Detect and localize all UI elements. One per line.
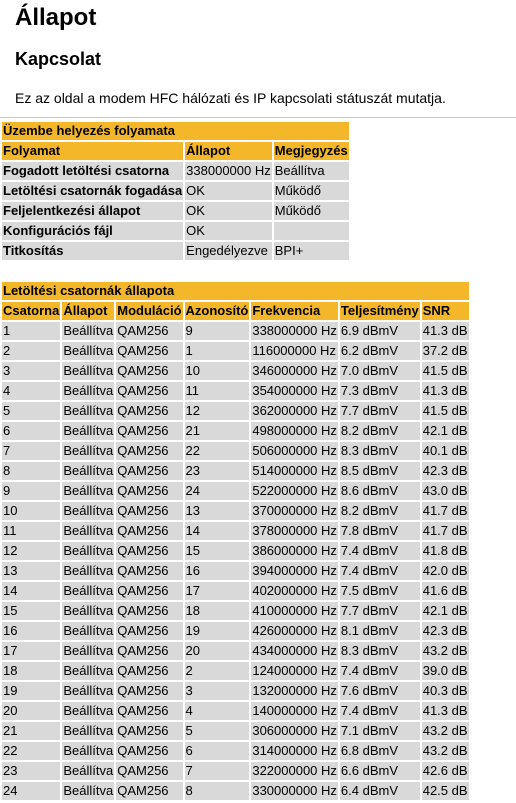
table-cell: Beállítva <box>63 443 114 458</box>
table-row <box>2 602 469 620</box>
table-cell: 42.5 dB <box>422 783 468 798</box>
table-cell: 434000000 Hz <box>252 643 337 658</box>
table-cell: 330000000 Hz <box>252 783 337 798</box>
table-cell: QAM256 <box>116 422 182 440</box>
table-cell: 11 <box>2 522 60 540</box>
table-cell: 4 <box>2 382 60 400</box>
table-row <box>2 462 469 480</box>
table-header-row <box>2 302 469 320</box>
table-cell: Beállítva <box>63 783 114 798</box>
downstream-channels-table <box>0 280 471 802</box>
column-header: Frekvencia <box>251 302 338 320</box>
table-cell: 8.3 dBmV <box>340 642 420 660</box>
table-cell: 140000000 Hz <box>252 703 337 718</box>
table-cell: 40.3 dB <box>422 683 468 698</box>
table-cell: QAM256 <box>116 442 182 460</box>
page-description: Ez az oldal a modem HFC hálózati és IP kapcsolati státuszát mutatja. <box>15 90 446 106</box>
table-cell: 7.8 dBmV <box>340 522 420 540</box>
table-row <box>2 582 469 600</box>
table-cell: QAM256 <box>116 562 182 580</box>
table-cell: 386000000 Hz <box>252 543 337 558</box>
table-cell: QAM256 <box>116 342 182 360</box>
table-cell: 1 <box>2 322 60 340</box>
table-cell: QAM256 <box>116 582 182 600</box>
table-cell: 370000000 Hz <box>252 503 337 518</box>
table-cell: Feljelentkezési állapot <box>2 202 183 220</box>
column-header: Azonosító <box>185 303 249 318</box>
table-cell: 41.6 dB <box>422 583 468 598</box>
table-cell: 18 <box>2 662 60 680</box>
table-cell: 338000000 Hz <box>252 323 337 338</box>
table-caption: Letöltési csatornák állapota <box>2 282 469 300</box>
table-cell: 506000000 Hz <box>252 443 337 458</box>
table-cell: 6.4 dBmV <box>340 782 420 800</box>
table-cell: 522000000 Hz <box>252 483 337 498</box>
startup-procedure-table <box>0 120 351 262</box>
table-row <box>2 482 469 500</box>
table-cell: 12 <box>2 542 60 560</box>
table-cell: 24 <box>2 782 60 800</box>
table-cell: 43.2 dB <box>422 723 468 738</box>
table-cell: QAM256 <box>116 382 182 400</box>
table-cell: 41.5 dB <box>422 403 468 418</box>
table-cell: 6.9 dBmV <box>340 322 420 340</box>
table-caption-row <box>2 282 469 300</box>
table-cell: 7.7 dBmV <box>340 602 420 620</box>
table-cell: 8 <box>2 462 60 480</box>
table-cell: 8.3 dBmV <box>340 442 420 460</box>
table-cell: QAM256 <box>116 622 182 640</box>
table-cell: Titkosítás <box>2 242 183 260</box>
table-cell: 7 <box>185 762 250 780</box>
table-cell: 314000000 Hz <box>252 743 337 758</box>
table-cell: Beállítva <box>63 743 114 758</box>
table-cell: 41.7 dB <box>422 523 468 538</box>
table-row <box>2 362 469 380</box>
table-header-row <box>2 142 349 160</box>
table-cell: 7.6 dBmV <box>340 682 420 700</box>
table-cell: Beállítva <box>274 162 349 180</box>
table-cell: QAM256 <box>116 322 182 340</box>
table-cell: QAM256 <box>116 542 182 560</box>
table-cell: 7.4 dBmV <box>340 662 420 680</box>
table-cell: 20 <box>2 702 60 720</box>
table-caption-row <box>2 122 349 140</box>
table-cell: 19 <box>185 622 250 640</box>
table-cell: 22 <box>185 442 250 460</box>
table-cell: 4 <box>185 702 250 720</box>
table-cell: QAM256 <box>116 742 182 760</box>
table-cell: 20 <box>185 642 250 660</box>
page-title: Állapot <box>15 4 97 31</box>
table-cell: Beállítva <box>63 483 114 498</box>
table-row <box>2 242 349 260</box>
table-cell: 17 <box>185 582 250 600</box>
table-cell: 42.3 dB <box>422 623 468 638</box>
table-caption: Üzembe helyezés folyamata <box>2 122 349 140</box>
table-cell: 23 <box>2 762 60 780</box>
table-cell: 124000000 Hz <box>252 663 337 678</box>
table-cell: Beállítva <box>63 603 114 618</box>
table-row <box>2 222 349 240</box>
table-cell: 7 <box>2 442 60 460</box>
table-cell: 394000000 Hz <box>252 563 337 578</box>
table-cell: Működő <box>274 182 349 200</box>
table-row <box>2 322 469 340</box>
table-cell: 7.4 dBmV <box>340 562 420 580</box>
table-cell: 8.2 dBmV <box>340 502 420 520</box>
table-cell: 7.7 dBmV <box>340 402 420 420</box>
table-cell: 43.2 dB <box>422 643 468 658</box>
column-header: Teljesítmény <box>340 303 419 318</box>
table-cell: Beállítva <box>63 543 114 558</box>
table-cell: QAM256 <box>116 602 182 620</box>
table-cell: Beállítva <box>63 623 114 638</box>
table-row <box>2 682 469 700</box>
table-cell: Beállítva <box>63 563 114 578</box>
table-cell: OK <box>185 202 272 220</box>
table-cell: Beállítva <box>63 363 114 378</box>
table-cell: OK <box>185 222 272 240</box>
column-header: Csatorna <box>3 303 60 318</box>
table-cell: Beállítva <box>63 403 114 418</box>
table-row <box>2 202 349 220</box>
table-cell: Beállítva <box>63 763 114 778</box>
table-cell: 306000000 Hz <box>252 723 337 738</box>
table-cell: 41.3 dB <box>422 383 468 398</box>
table-cell: 2 <box>2 342 60 360</box>
table-cell: 426000000 Hz <box>252 623 337 638</box>
table-row <box>2 762 469 780</box>
table-cell: 116000000 Hz <box>252 343 336 358</box>
table-cell: 10 <box>185 362 250 380</box>
table-row <box>2 502 469 520</box>
table-cell: 42.1 dB <box>422 603 468 618</box>
table-cell: QAM256 <box>116 462 182 480</box>
table-cell: 7.5 dBmV <box>340 582 420 600</box>
table-cell: 42.3 dB <box>422 463 468 478</box>
table-cell: QAM256 <box>116 722 182 740</box>
table-row <box>2 382 469 400</box>
table-cell: Beállítva <box>63 523 114 538</box>
table-cell: 6.2 dBmV <box>340 342 420 360</box>
table-cell: Beállítva <box>63 663 114 678</box>
table-cell: Beállítva <box>63 723 114 738</box>
table-cell: OK <box>185 182 272 200</box>
table-row <box>2 162 349 180</box>
table-cell: 338000000 Hz <box>186 163 271 178</box>
column-header: Állapot <box>62 302 114 320</box>
table-cell: 5 <box>185 722 250 740</box>
table-cell: 11 <box>185 382 250 400</box>
table-row <box>2 442 469 460</box>
table-cell: Működő <box>274 202 349 220</box>
table-cell: QAM256 <box>116 682 182 700</box>
table-cell: 6 <box>2 422 60 440</box>
table-cell: 346000000 Hz <box>252 363 337 378</box>
table-cell: 15 <box>2 602 60 620</box>
table-cell: Letöltési csatornák fogadása <box>3 183 183 198</box>
table-cell: 8.2 dBmV <box>340 422 420 440</box>
divider <box>0 117 516 118</box>
table-cell: 41.5 dB <box>422 363 468 378</box>
table-cell: 15 <box>185 542 250 560</box>
table-cell: QAM256 <box>116 502 182 520</box>
table-cell: 514000000 Hz <box>252 463 337 478</box>
table-cell: 24 <box>185 482 250 500</box>
table-cell: 8.5 dBmV <box>340 462 420 480</box>
table-cell: QAM256 <box>116 762 182 780</box>
table-cell: 14 <box>185 522 250 540</box>
table-cell: 17 <box>2 642 60 660</box>
table-row <box>2 662 469 680</box>
table-cell: 402000000 Hz <box>252 583 337 598</box>
table-row <box>2 562 469 580</box>
table-row <box>2 522 469 540</box>
table-cell: QAM256 <box>116 782 182 800</box>
table-row <box>2 722 469 740</box>
table-cell: 362000000 Hz <box>252 403 337 418</box>
table-cell: 498000000 Hz <box>252 423 337 438</box>
table-cell: 41.3 dB <box>422 703 468 718</box>
table-cell: 16 <box>185 562 250 580</box>
table-row <box>2 342 469 360</box>
table-cell: 21 <box>2 722 60 740</box>
table-cell: 10 <box>2 502 60 520</box>
table-row <box>2 742 469 760</box>
table-cell: 7.3 dBmV <box>340 382 420 400</box>
table-cell: 9 <box>2 482 60 500</box>
table-cell: QAM256 <box>116 362 182 380</box>
table-cell: Beállítva <box>63 423 114 438</box>
table-cell: 132000000 Hz <box>252 683 337 698</box>
table-cell: Beállítva <box>63 683 114 698</box>
table-cell: 16 <box>2 622 60 640</box>
table-cell: 42.6 dB <box>422 763 468 778</box>
table-cell: BPI+ <box>274 242 349 260</box>
table-cell: 7.4 dBmV <box>340 542 420 560</box>
table-row <box>2 182 349 200</box>
table-cell: 13 <box>185 502 250 520</box>
section-title: Kapcsolat <box>15 49 102 69</box>
table-cell: 41.7 dB <box>422 503 468 518</box>
table-row <box>2 782 469 800</box>
table-cell <box>274 222 349 240</box>
table-cell: Beállítva <box>63 703 114 718</box>
table-cell: 19 <box>2 682 60 700</box>
table-cell: 354000000 Hz <box>252 383 337 398</box>
table-cell: Beállítva <box>63 583 114 598</box>
table-cell: 43.0 dB <box>422 483 468 498</box>
column-header: SNR <box>422 302 469 320</box>
table-cell: QAM256 <box>116 482 182 500</box>
table-cell: Beállítva <box>63 503 114 518</box>
table-row <box>2 702 469 720</box>
table-cell: 322000000 Hz <box>252 763 337 778</box>
table-cell: 42.1 dB <box>422 423 468 438</box>
table-cell: Konfigurációs fájl <box>2 222 183 240</box>
table-cell: 8.1 dBmV <box>340 622 420 640</box>
table-row <box>2 642 469 660</box>
column-header: Moduláció <box>117 303 182 318</box>
table-cell: 41.3 dB <box>422 323 468 338</box>
table-cell: Beállítva <box>63 643 114 658</box>
table-cell: QAM256 <box>116 402 182 420</box>
table-cell: 13 <box>2 562 60 580</box>
table-cell: 22 <box>2 742 60 760</box>
table-cell: Engedélyezve <box>185 242 272 260</box>
table-cell: QAM256 <box>116 642 182 660</box>
table-cell: 8 <box>185 782 250 800</box>
table-cell: 6 <box>185 742 250 760</box>
table-cell: 23 <box>185 462 250 480</box>
table-cell: 40.1 dB <box>422 443 468 458</box>
table-cell: 6.6 dBmV <box>340 762 420 780</box>
table-cell: QAM256 <box>116 522 182 540</box>
table-cell: 39.0 dB <box>422 663 468 678</box>
table-cell: Beállítva <box>63 383 114 398</box>
table-cell: Fogadott letöltési csatorna <box>2 162 183 180</box>
table-cell: Beállítva <box>63 463 114 478</box>
table-cell: QAM256 <box>116 662 182 680</box>
table-cell: 8.6 dBmV <box>340 482 420 500</box>
table-row <box>2 542 469 560</box>
table-row <box>2 422 469 440</box>
table-cell: 3 <box>2 362 60 380</box>
table-cell: 9 <box>185 322 250 340</box>
table-cell: 14 <box>2 582 60 600</box>
column-header: Állapot <box>185 142 272 160</box>
table-cell: 18 <box>185 602 250 620</box>
column-header: Megjegyzés <box>274 143 348 158</box>
column-header: Folyamat <box>2 142 183 160</box>
table-cell: 5 <box>2 402 60 420</box>
table-cell: 3 <box>185 682 250 700</box>
table-cell: 41.8 dB <box>422 543 468 558</box>
table-cell: 7.1 dBmV <box>340 722 420 740</box>
table-cell: 7.0 dBmV <box>340 362 420 380</box>
table-cell: 2 <box>185 662 250 680</box>
table-cell: Beállítva <box>63 343 114 358</box>
table-cell: 21 <box>185 422 250 440</box>
text-cursor-icon <box>47 15 49 31</box>
table-cell: 42.0 dB <box>422 563 468 578</box>
table-row <box>2 402 469 420</box>
table-cell: 7.4 dBmV <box>340 702 420 720</box>
table-row <box>2 622 469 640</box>
table-cell: 6.8 dBmV <box>340 742 420 760</box>
table-cell: QAM256 <box>116 702 182 720</box>
table-cell: Beállítva <box>63 323 114 338</box>
table-cell: 37.2 dB <box>422 343 468 358</box>
table-cell: 410000000 Hz <box>252 603 337 618</box>
table-cell: 12 <box>185 402 250 420</box>
table-cell: 1 <box>185 342 250 360</box>
table-cell: 378000000 Hz <box>252 523 337 538</box>
table-cell: 43.2 dB <box>422 743 468 758</box>
